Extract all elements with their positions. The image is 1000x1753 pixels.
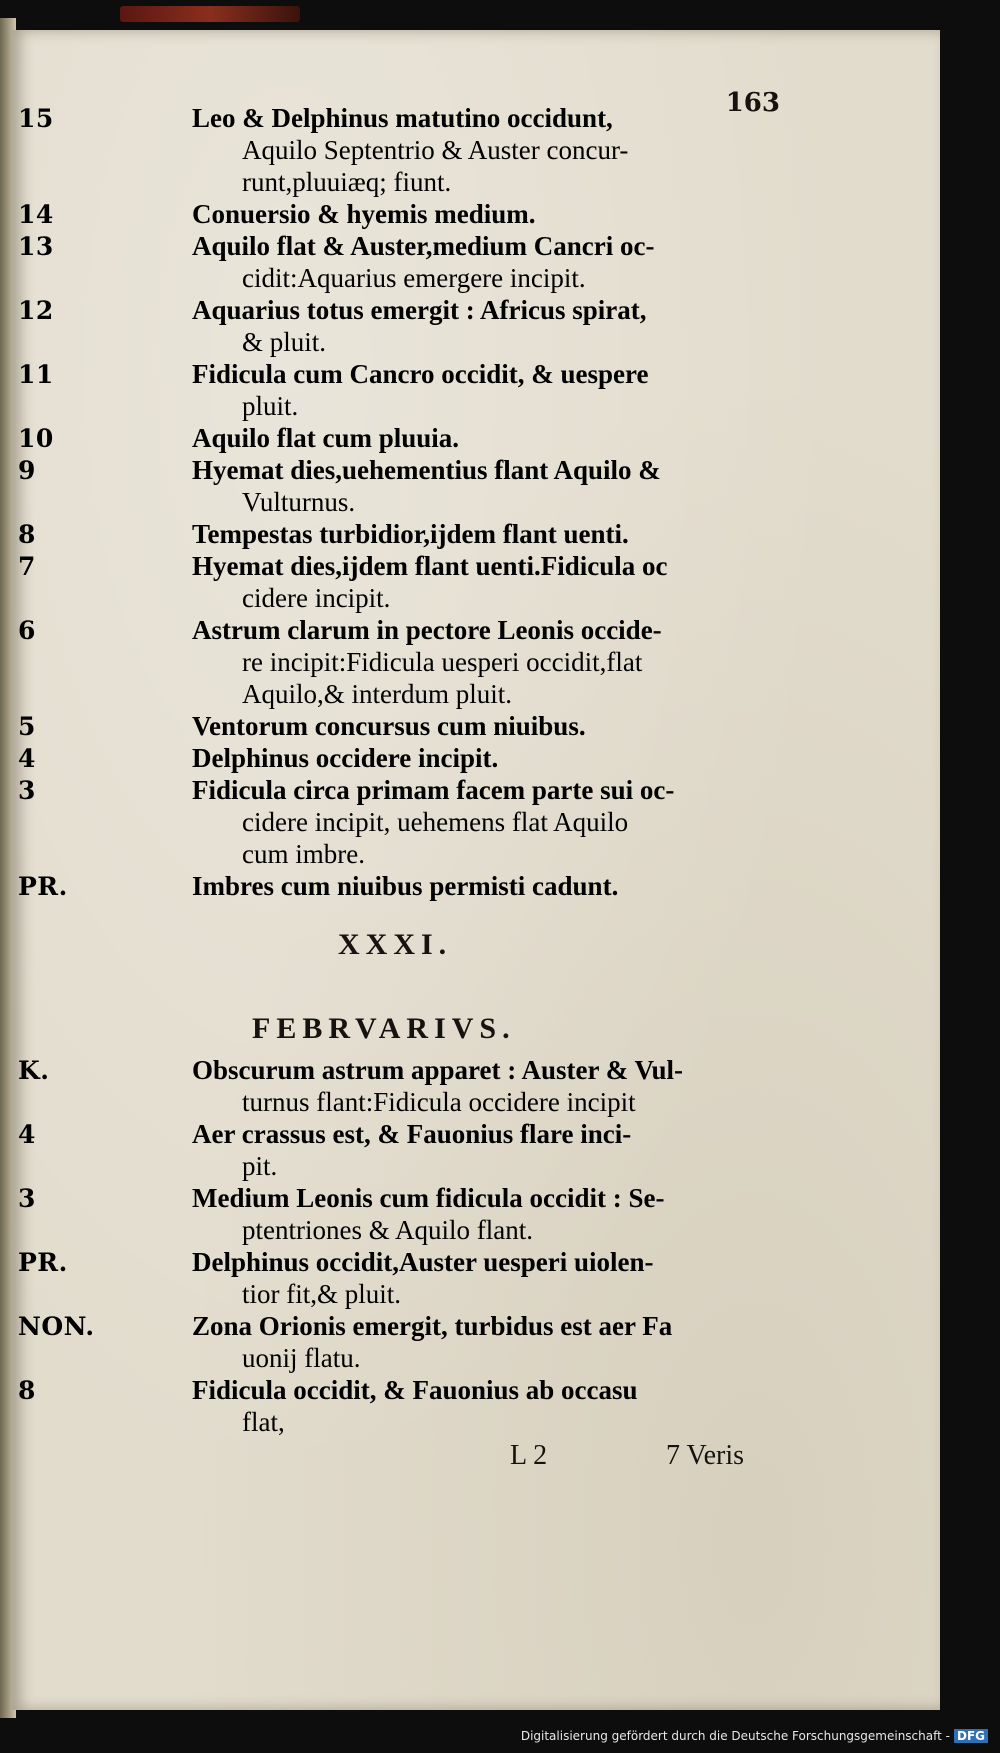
month-days-total: XXXI. [338, 928, 453, 961]
signature-mark: L 2 [510, 1440, 548, 1471]
entry-text-line: Delphinus occidit,Auster uesperi uiolen- [192, 1247, 654, 1277]
entry-text-line: Aquilo flat & Auster,medium Cancri oc- [192, 231, 655, 261]
digitization-credit [521, 1729, 988, 1743]
book-page [12, 30, 940, 1710]
day-marker: 13 [18, 232, 54, 261]
entry-text-line: & pluit. [242, 327, 327, 357]
entry-text-line: Obscurum astrum apparet : Auster & Vul- [192, 1055, 684, 1085]
day-marker: PR. [18, 872, 68, 901]
entry-text-line: re incipit:Fidicula uesperi occidit,flat [242, 647, 643, 677]
month-heading: FEBRVARIVS. [252, 1012, 516, 1045]
entry-text-line: Aquarius totus emergit : Africus spirat, [192, 295, 647, 325]
day-marker: 8 [18, 1376, 36, 1405]
entry-text-line: Hyemat dies,ijdem flant uenti.Fidicula oc [192, 551, 668, 581]
day-marker: 3 [18, 776, 36, 805]
day-marker: 10 [18, 424, 54, 453]
credit-text: Digitalisierung gefördert durch die Deutsche Forschungsgemeinschaft - [520, 1729, 950, 1743]
day-marker: 9 [18, 456, 36, 485]
entry-text-line: runt,pluuiæq; fiunt. [242, 167, 452, 197]
entry-text-line: cidere incipit, uehemens flat Aquilo [242, 807, 629, 837]
entry-text-line: Hyemat dies,uehementius flant Aquilo & [192, 455, 661, 485]
entry-text-line: Astrum clarum in pectore Leonis occide- [192, 615, 662, 645]
day-marker: 15 [18, 104, 54, 133]
entry-text-line: Conuersio & hyemis medium. [192, 199, 536, 229]
entry-text-line: Zona Orionis emergit, turbidus est aer Fa [192, 1311, 673, 1341]
entry-text-line: Ventorum concursus cum niuibus. [192, 711, 586, 741]
entry-text-line: Aer crassus est, & Fauonius flare inci- [192, 1119, 632, 1149]
day-marker: 14 [18, 200, 54, 229]
entry-text-line: tior fit,& pluit. [242, 1279, 401, 1309]
entry-text-line: Aquilo,& interdum pluit. [242, 679, 512, 709]
day-marker: 7 [18, 552, 36, 581]
catchword: 7 Veris [666, 1440, 745, 1471]
entry-text-line: uonij flatu. [242, 1343, 361, 1373]
entry-text-line: pluit. [242, 391, 299, 421]
day-marker: NON. [18, 1312, 95, 1341]
entry-text-line: cidit:Aquarius emergere incipit. [242, 263, 586, 293]
entry-text-line: Delphinus occidere incipit. [192, 743, 499, 773]
entry-text-line: Fidicula occidit, & Fauonius ab occasu [192, 1375, 638, 1405]
entry-text-line: flat, [242, 1407, 285, 1437]
entry-text-line: cidere incipit. [242, 583, 391, 613]
day-marker: 11 [18, 360, 54, 389]
day-marker: K. [18, 1056, 50, 1085]
dfg-logo: DFG [954, 1729, 988, 1743]
day-marker: 3 [18, 1184, 36, 1213]
entry-text-line: Leo & Delphinus matutino occidunt, [192, 103, 613, 133]
entry-text-line: pit. [242, 1151, 278, 1181]
day-marker: 6 [18, 616, 36, 645]
entry-text-line: Tempestas turbidior,ijdem flant uenti. [192, 519, 629, 549]
day-marker: 5 [18, 712, 36, 741]
entry-text-line: cum imbre. [242, 839, 365, 869]
entry-text-line: turnus flant:Fidicula occidere incipit [242, 1087, 636, 1117]
entry-text-line: Medium Leonis cum fidicula occidit : Se- [192, 1183, 665, 1213]
day-marker: 8 [18, 520, 36, 549]
day-marker: 4 [18, 744, 36, 773]
entry-text-line: Fidicula circa primam facem parte sui oc- [192, 775, 675, 805]
book-edge-strip [120, 6, 300, 22]
page-number: 163 [725, 88, 780, 118]
day-marker: 12 [18, 296, 54, 325]
entry-text-line: Aquilo flat cum pluuia. [192, 423, 460, 453]
entry-text-line: Fidicula cum Cancro occidit, & uespere [192, 359, 649, 389]
entry-text-line: Aquilo Septentrio & Auster concur- [242, 135, 629, 165]
day-marker: 4 [18, 1120, 36, 1149]
day-marker: PR. [18, 1248, 68, 1277]
entry-text-line: ptentriones & Aquilo flant. [242, 1215, 533, 1245]
entry-text-line: Imbres cum niuibus permisti cadunt. [192, 871, 619, 901]
entry-text-line: Vulturnus. [242, 487, 356, 517]
